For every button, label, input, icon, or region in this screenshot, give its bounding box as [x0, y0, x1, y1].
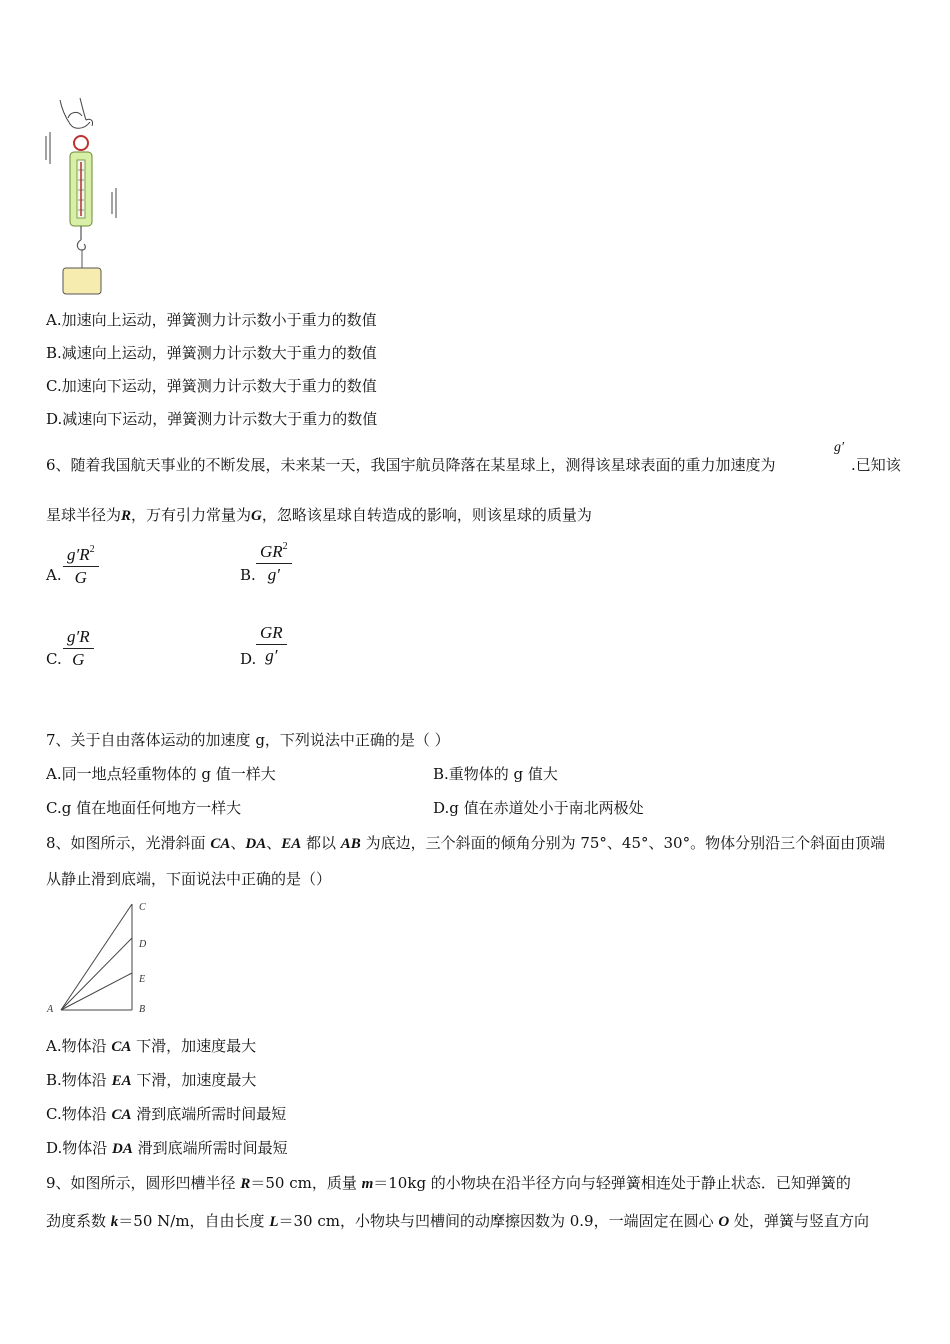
q6-option-b-fraction: $\frac{GR^2}{g'}$ [256, 541, 292, 585]
q9-stem-line1: 9、如图所示，圆形凹槽半径 R＝50 cm，质量 m＝10kg 的小物块在沿半径方向与轻弹簧相连处于静止状态．已知弹簧的 [46, 1174, 851, 1192]
q7-option-a: A.同一地点轻重物体的 g 值一样大 [46, 765, 276, 783]
q8-option-c: C.物体沿 CA 滑到底端所需时间最短 [46, 1105, 287, 1123]
q6-stem-line2: 星球半径为R，万有引力常量为G，忽略该星球自转造成的影响，则该星球的质量为 [46, 506, 592, 524]
figure-label-c: C [139, 902, 146, 913]
q6-option-b-label: B. [240, 566, 256, 584]
incline-figure [44, 896, 154, 1018]
figure-label-e: E [139, 974, 146, 985]
q8-option-b: B.物体沿 EA 下滑，加速度最大 [46, 1071, 257, 1089]
figure-label-b: B [139, 1004, 146, 1015]
q5-option-b: B.减速向上运动，弹簧测力计示数大于重力的数值 [46, 344, 377, 362]
q6-option-a-label: A. [46, 566, 62, 584]
q8-stem-line1: 8、如图所示，光滑斜面 CA、DA、EA 都以 AB 为底边，三个斜面的倾角分别为 75°、45°、30°。物体分别沿三个斜面由顶端 [46, 834, 886, 852]
q7-option-c: C.g 值在地面任何地方一样大 [46, 799, 242, 817]
q5-option-d: D.减速向下运动，弹簧测力计示数大于重力的数值 [46, 410, 378, 428]
q8-option-a: A.物体沿 CA 下滑，加速度最大 [46, 1037, 257, 1055]
q6-option-d-fraction: $\frac{GR}{g'}$ [256, 622, 287, 666]
q6-option-d-label: D. [240, 650, 257, 668]
q6-stem-line1: 6、随着我国航天事业的不断发展，未来某一天，我国宇航员降落在某星球上，测得该星球表面的重力加速度为 [46, 456, 776, 474]
q6-stem-line1-end: .已知该 [851, 456, 901, 474]
q6-option-c-label: C. [46, 650, 62, 668]
q7-option-d: D.g 值在赤道处小于南北两极处 [433, 799, 644, 817]
figure-label-a: A [47, 1004, 54, 1015]
q8-stem-line2: 从静止滑到底端，下面说法中正确的是（） [46, 870, 332, 888]
q7-stem: 7、关于自由落体运动的加速度 g，下列说法中正确的是（ ） [46, 731, 450, 749]
q9-stem-line2: 劲度系数 k＝50 N/m，自由长度 L＝30 cm，小物块与凹槽间的动摩擦因数为 0.9，一端固定在圆心 O 处，弹簧与竖直方向 [46, 1212, 869, 1230]
spring-scale-figure [40, 96, 125, 298]
q7-option-b: B.重物体的 g 值大 [433, 765, 558, 783]
figure-label-d: D [139, 939, 147, 950]
q6-g-symbol: g′ [834, 440, 845, 455]
q5-option-a: A.加速向上运动，弹簧测力计示数小于重力的数值 [46, 311, 377, 329]
q6-option-c-fraction: $\frac{g'R}{G}$ [63, 626, 94, 670]
q6-option-a-fraction: $\frac{g'R^2}{G}$ [63, 544, 99, 588]
q8-option-d: D.物体沿 DA 滑到底端所需时间最短 [46, 1139, 288, 1157]
q5-option-c: C.加速向下运动，弹簧测力计示数大于重力的数值 [46, 377, 377, 395]
